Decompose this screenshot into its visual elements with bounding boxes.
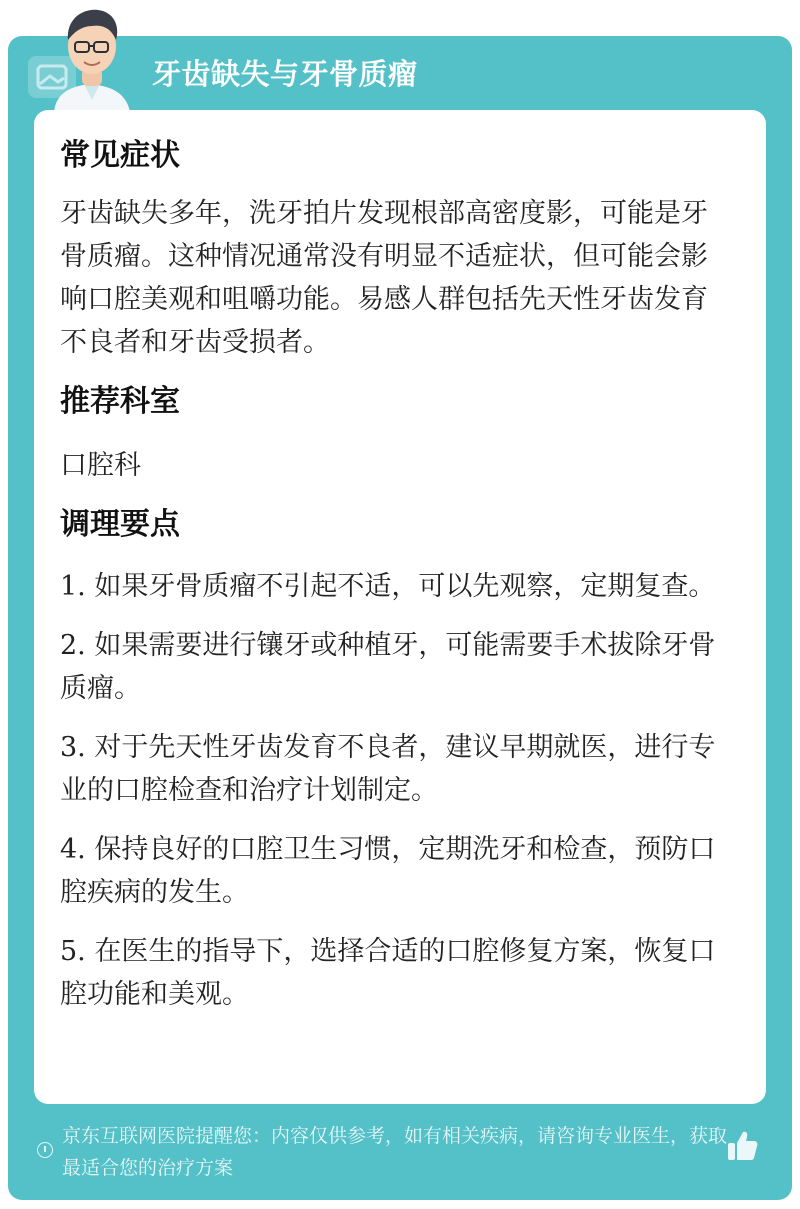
department-heading: 推荐科室 (60, 384, 180, 419)
disclaimer-text: 京东互联网医院提醒您：内容仅供参考，如有相关疾病，请咨询专业医生，获取最适合您的治疗方案 (62, 1125, 728, 1179)
care-tip: 2. 如果需要进行镶牙或种植牙，可能需要手术拔除牙骨质瘤。 (60, 630, 716, 704)
care-tip: 4. 保持良好的口腔卫生习惯，定期洗牙和检查，预防口腔疾病的发生。 (60, 834, 716, 908)
care-heading: 调理要点 (60, 507, 180, 542)
doctor-avatar (26, 0, 156, 112)
care-tip: 3. 对于先天性牙齿发育不良者，建议早期就医，进行专业的口腔检查和治疗计划制定。 (60, 732, 716, 806)
department-text: 口腔科 (60, 450, 141, 481)
symptoms-text: 牙齿缺失多年，洗牙拍片发现根部高密度影，可能是牙骨质瘤。这种情况通常没有明显不适症状，但可能会影响口腔美观和咀嚼功能。易感人群包括先天性牙齿发育不良者和牙齿受损者。 (60, 198, 708, 358)
care-tip: 5. 在医生的指导下，选择合适的口腔修复方案，恢复口腔功能和美观。 (60, 936, 716, 1010)
symptoms-heading: 常见症状 (60, 138, 180, 173)
info-icon (37, 1142, 53, 1158)
content-card (34, 110, 766, 1104)
page-title: 牙齿缺失与牙骨质瘤 (152, 57, 418, 91)
thumbs-up-icon[interactable] (724, 1128, 760, 1164)
care-tip: 1. 如果牙骨质瘤不引起不适，可以先观察，定期复查。 (60, 571, 716, 602)
